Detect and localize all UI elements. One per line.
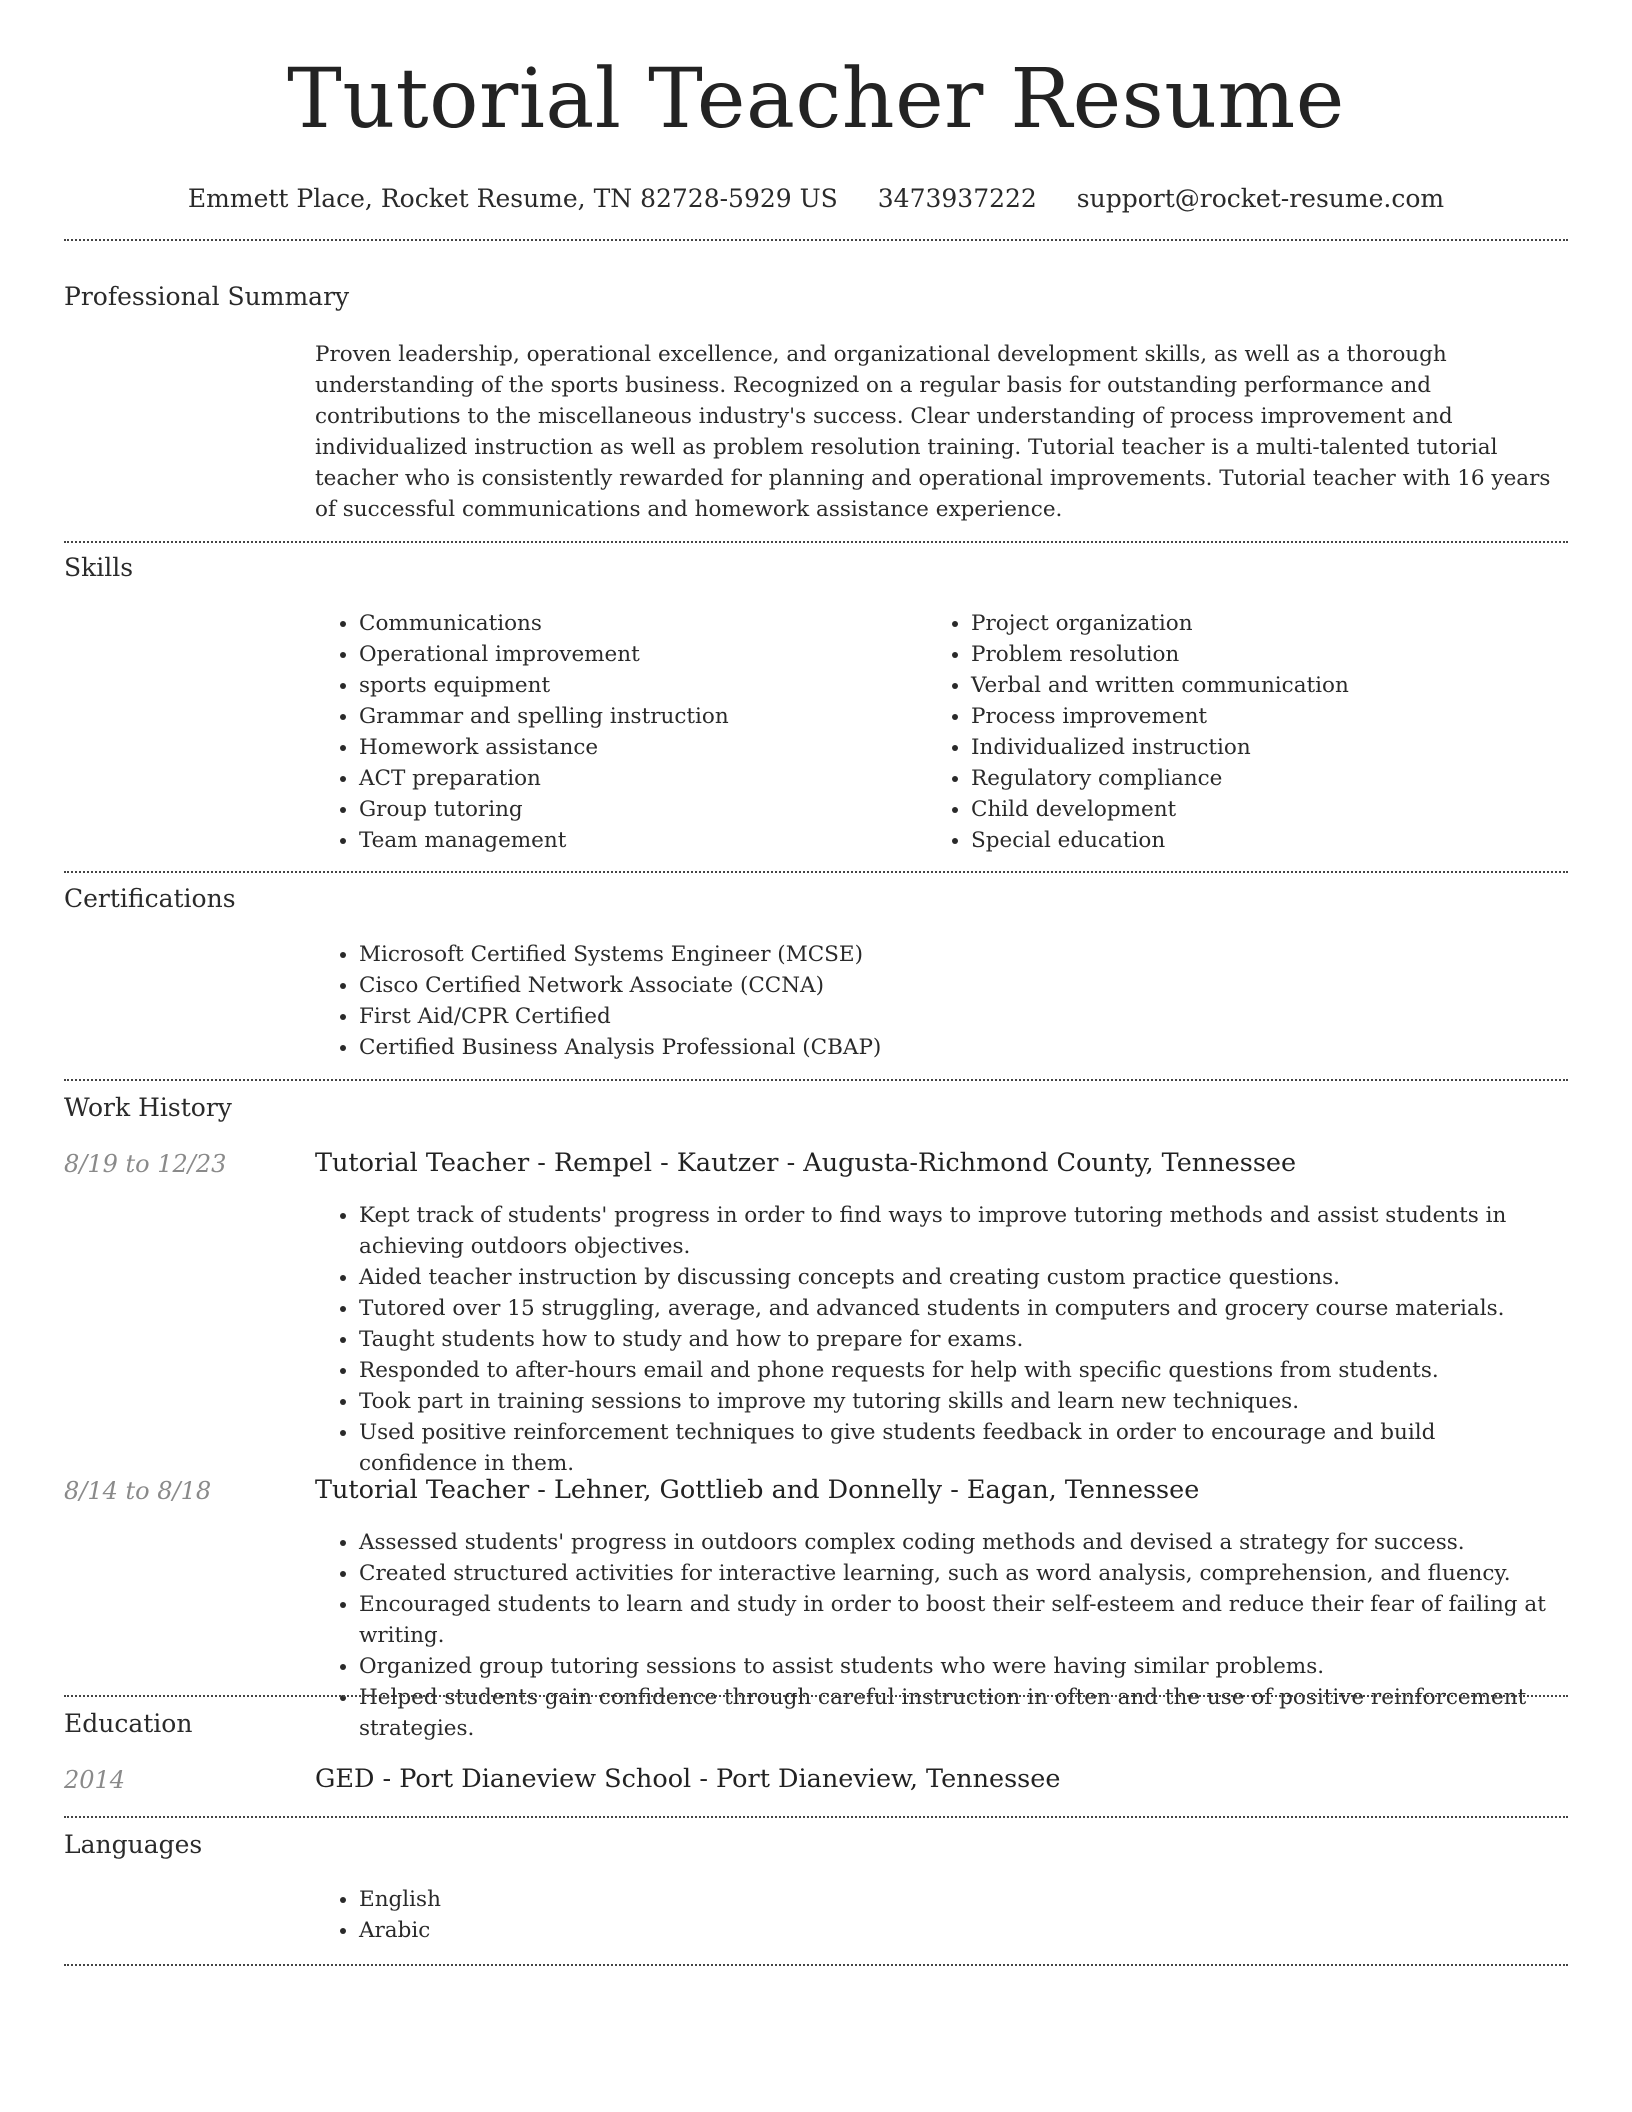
- certifications-ul: [315, 939, 1560, 1063]
- divider: [64, 1695, 1568, 1697]
- job-bullet: • Used positive reinforcement techniques to give students feedback in order to encourage and build confidence in them.: [359, 1417, 1560, 1479]
- education-entry: GED - Port Dianeview School - Port Dianeview, Tennessee: [315, 1764, 1061, 1794]
- divider: [64, 1079, 1568, 1081]
- contact-line: [64, 182, 1568, 216]
- summary-heading: Professional Summary: [64, 282, 350, 311]
- skill-item: • Regulatory compliance: [971, 763, 1591, 794]
- divider: [64, 541, 1568, 543]
- job-bullet: • Took part in training sessions to improve my tutoring skills and learn new techniques.: [359, 1386, 1560, 1417]
- divider: [64, 871, 1568, 873]
- contact-phone[interactable]: 3473937222: [877, 184, 1037, 213]
- job-date: 8/14 to 8/18: [64, 1477, 212, 1505]
- skill-item: • Project organization: [971, 608, 1591, 639]
- job-bullet: • Taught students how to study and how to prepare for exams.: [359, 1324, 1560, 1355]
- skills-heading: Skills: [64, 553, 134, 582]
- certification-item: • Cisco Certified Network Associate (CCNA): [359, 970, 1560, 1001]
- languages-list: [315, 1884, 1560, 1946]
- job-title: Tutorial Teacher - Rempel - Kautzer - Augusta-Richmond County, Tennessee: [315, 1148, 1297, 1178]
- languages-heading: Languages: [64, 1830, 203, 1859]
- work-history-heading: Work History: [64, 1093, 232, 1122]
- language-item: • Arabic: [359, 1915, 1560, 1946]
- skill-item: • Special education: [971, 825, 1591, 856]
- resume-page: [64, 0, 1568, 1943]
- skills-right-column: [927, 608, 1591, 856]
- skill-item: • Group tutoring: [359, 794, 939, 825]
- job-bullets-ul: [315, 1527, 1560, 1744]
- divider: [64, 1816, 1568, 1818]
- skill-item: • Problem resolution: [971, 639, 1591, 670]
- certification-item: • First Aid/CPR Certified: [359, 1001, 1560, 1032]
- job-bullet: • Created structured activities for interactive learning, such as word analysis, comprehension, and fluency.: [359, 1558, 1560, 1589]
- skills-left-column: [315, 608, 939, 856]
- skill-item: • Homework assistance: [359, 732, 939, 763]
- certifications-heading: Certifications: [64, 884, 236, 913]
- job-bullet: • Assessed students' progress in outdoors complex coding methods and devised a strategy for success.: [359, 1527, 1560, 1558]
- contact-address: Emmett Place, Rocket Resume, TN 82728-5929 US: [187, 184, 838, 213]
- education-heading: Education: [64, 1709, 193, 1738]
- job-date: 8/19 to 12/23: [64, 1150, 227, 1178]
- job-bullet: • Encouraged students to learn and study in order to boost their self-esteem and reduce their fear of failing at writing.: [359, 1589, 1560, 1651]
- language-item: • English: [359, 1884, 1560, 1915]
- skill-item: • Grammar and spelling instruction: [359, 701, 939, 732]
- skill-item: • Verbal and written communication: [971, 670, 1591, 701]
- job-bullet: • Helped students gain confidence through careful instruction in often and the use of positive reinforcement strategies.: [359, 1682, 1560, 1744]
- skill-item: • Operational improvement: [359, 639, 939, 670]
- skill-item: • ACT preparation: [359, 763, 939, 794]
- certification-item: • Certified Business Analysis Professional (CBAP): [359, 1032, 1560, 1063]
- certifications-list: [315, 939, 1560, 1063]
- skill-item: • Communications: [359, 608, 939, 639]
- job-bullet: • Organized group tutoring sessions to assist students who were having similar problems.: [359, 1651, 1560, 1682]
- divider: [64, 239, 1568, 241]
- languages-ul: [315, 1884, 1560, 1946]
- certification-item: • Microsoft Certified Systems Engineer (MCSE): [359, 939, 1560, 970]
- job-bullets: [315, 1200, 1560, 1479]
- job-bullet: • Responded to after-hours email and phone requests for help with specific questions from students.: [359, 1355, 1560, 1386]
- resume-title: Tutorial Teacher Resume: [287, 52, 1345, 147]
- skill-item: • Process improvement: [971, 701, 1591, 732]
- skill-item: • Team management: [359, 825, 939, 856]
- education-date: 2014: [64, 1766, 126, 1794]
- skill-item: • sports equipment: [359, 670, 939, 701]
- skill-item: • Child development: [971, 794, 1591, 825]
- summary-text: Proven leadership, operational excellence, and organizational development skills, as well as a thorough understanding of the sports business. Recognized on a regular basis for outstanding performance and contributions to the miscellaneous industry's success. Clear understanding of process improvement and individualized instruction as well as problem resolution training. Tutorial teacher is a multi-talented tutorial teacher who is consistently rewarded for planning and operational improvements. Tutorial teacher with 16 years of successful communications and homework assistance experience.: [315, 342, 1551, 522]
- contact-email[interactable]: support@rocket-resume.com: [1076, 184, 1445, 213]
- job-bullet: • Tutored over 15 struggling, average, and advanced students in computers and grocery course materials.: [359, 1293, 1560, 1324]
- job-bullet: • Aided teacher instruction by discussing concepts and creating custom practice questions.: [359, 1262, 1560, 1293]
- skill-item: • Individualized instruction: [971, 732, 1591, 763]
- job-bullets-ul: [315, 1200, 1560, 1479]
- job-bullet: • Kept track of students' progress in order to find ways to improve tutoring methods and assist students in achieving outdoors objectives.: [359, 1200, 1560, 1262]
- divider: [64, 1964, 1568, 1966]
- job-bullets: [315, 1527, 1560, 1744]
- job-title: Tutorial Teacher - Lehner, Gottlieb and Donnelly - Eagan, Tennessee: [315, 1475, 1200, 1505]
